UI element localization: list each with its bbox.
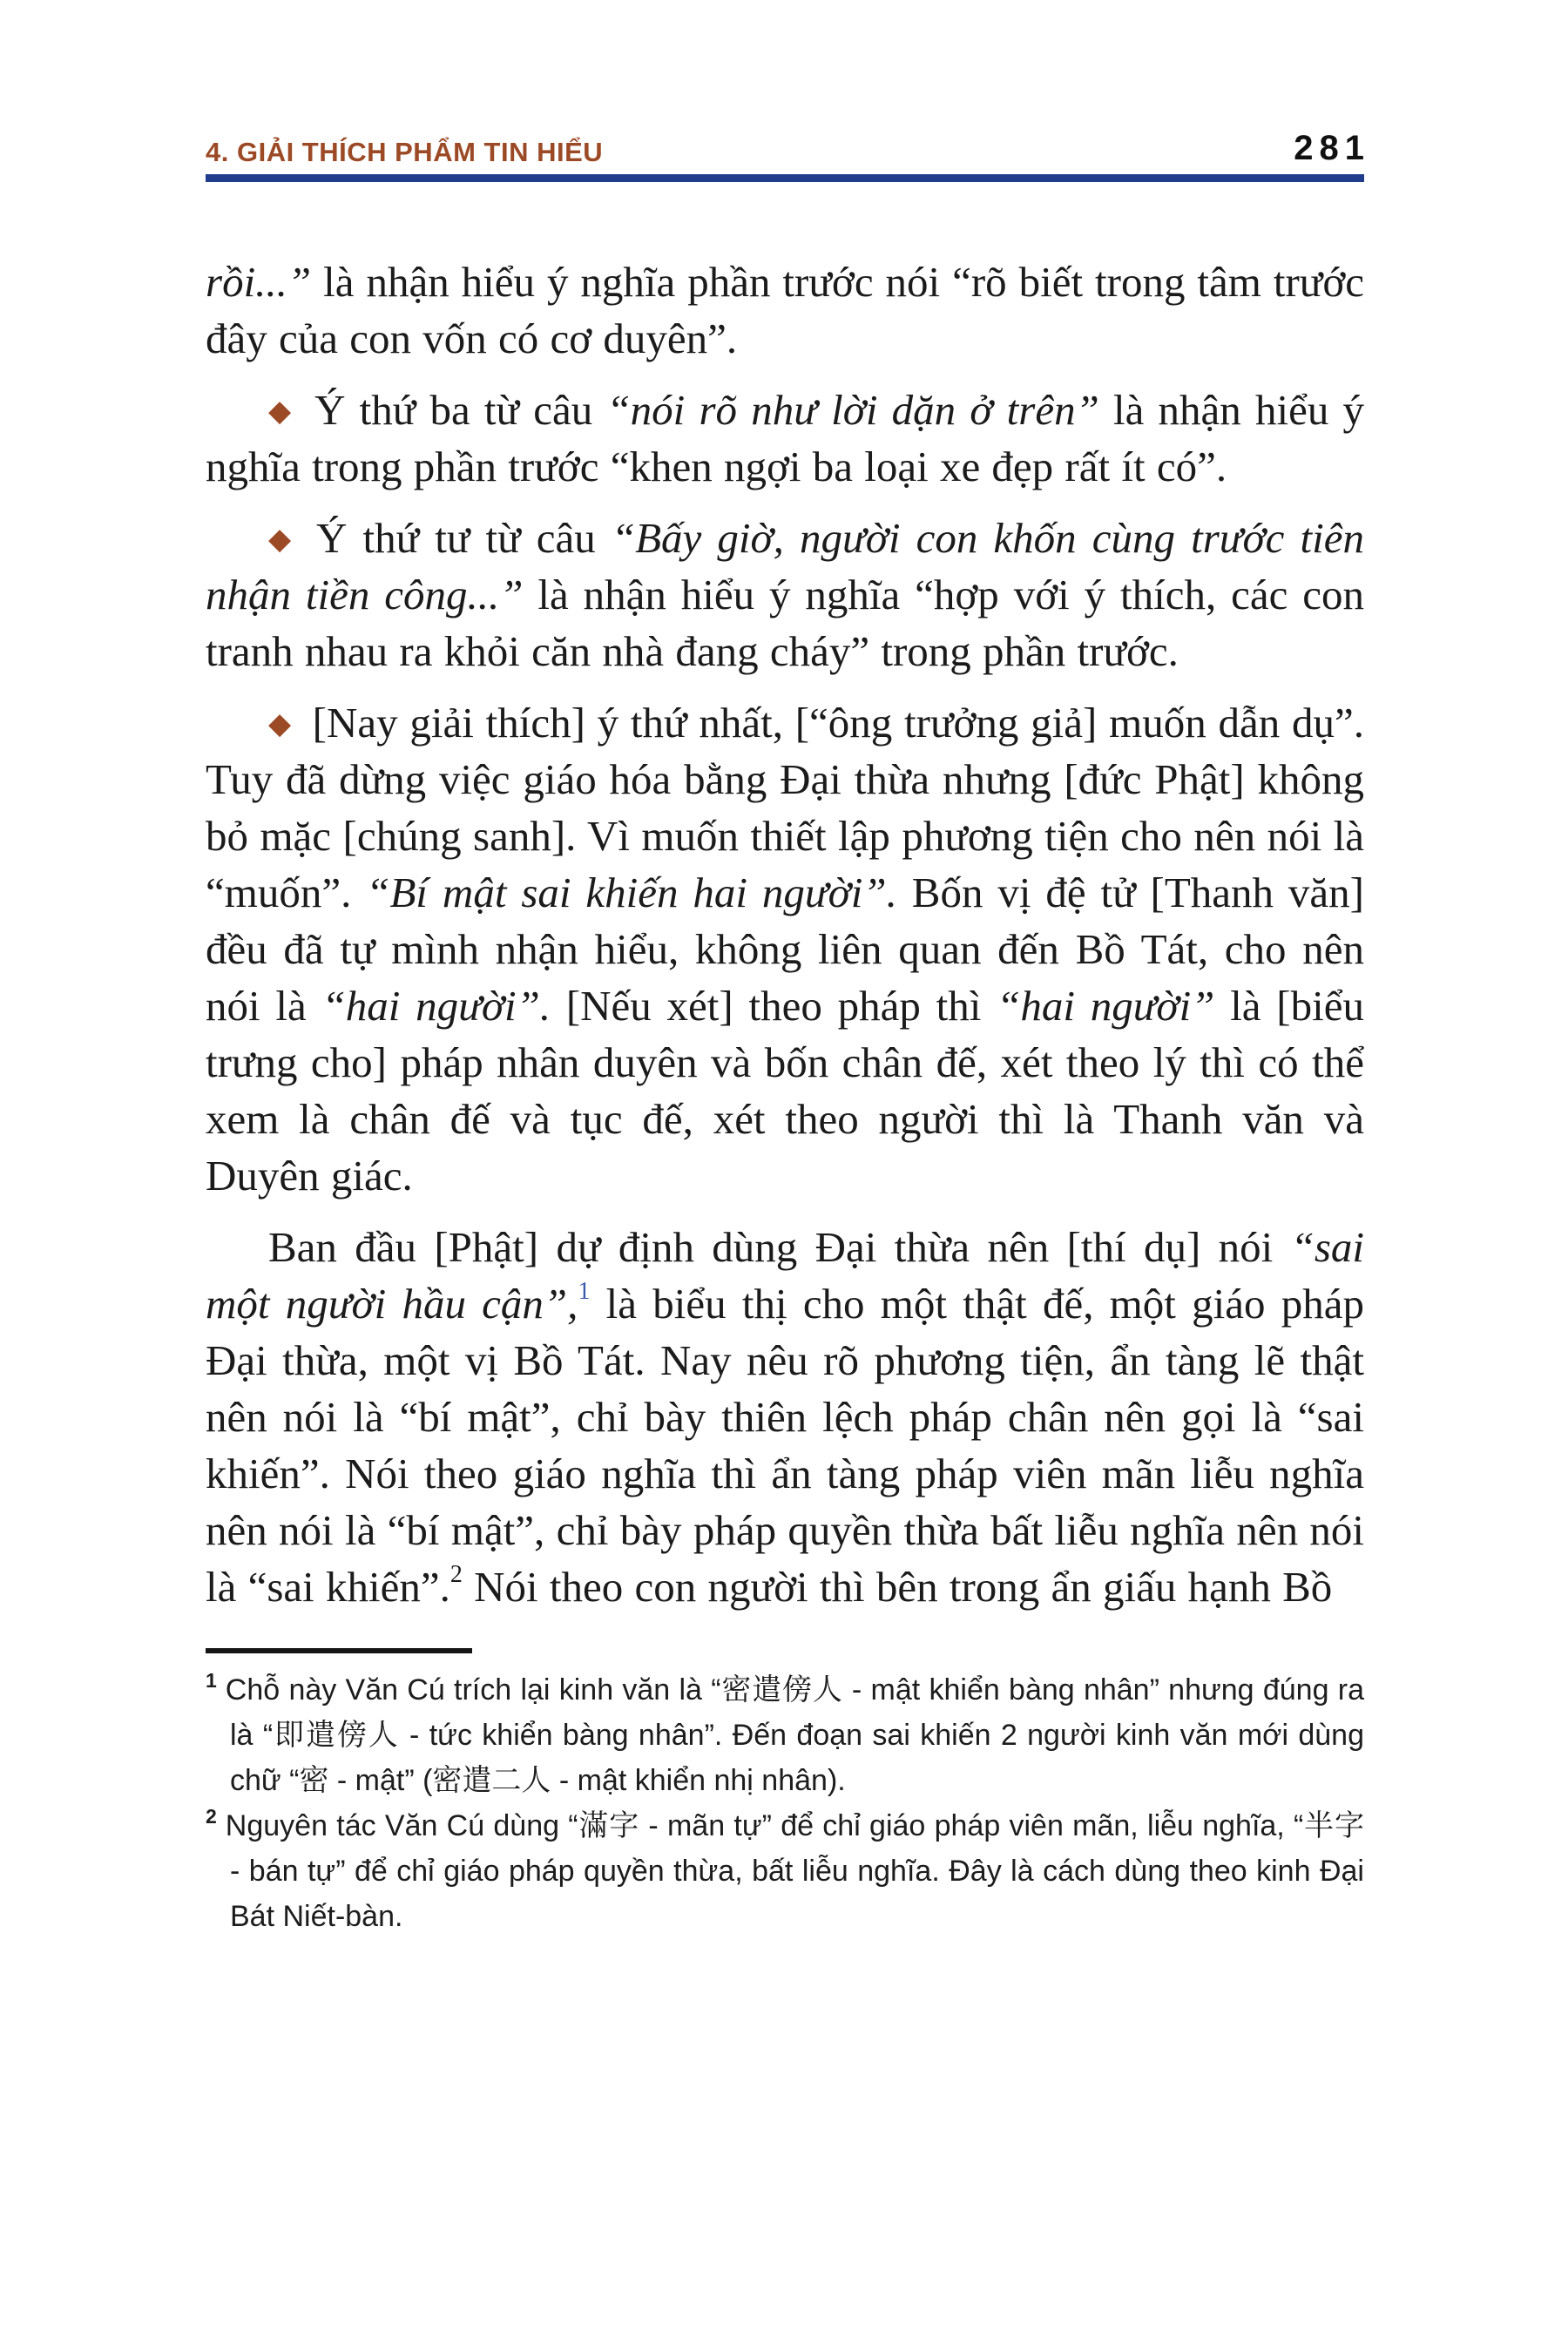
footnote-reference-1: 1	[578, 1278, 591, 1305]
body-segment: “nói rõ như lời dặn ở trên”	[606, 386, 1099, 434]
body-segment: là [biểu trưng cho] pháp nhân duyên và bốn chân đế, xét theo lý thì có thể xem là chân đế và tục đế, xét theo người thì là Thanh văn và Duyên giác.	[206, 982, 1364, 1200]
header-rule	[206, 174, 1364, 182]
paragraph-bullet	[206, 510, 1364, 679]
footnote-text: Chỗ này Văn Cú trích lại kinh văn là “密遣傍人 - mật khiển bàng nhân” nhưng đúng ra là “即遣傍人 - tức khiển bàng nhân”. Đến đoạn sai khiến 2 người kinh văn mới dùng chữ “密 - mật” (密遣二人 - mật khiển nhị nhân).	[225, 1673, 1364, 1797]
body-segment: “Bấy giờ, người con khốn cùng trước tiên nhận tiền công...”	[206, 514, 1364, 618]
footnote-separator	[206, 1648, 472, 1653]
bullet-diamond-icon: ◆	[268, 708, 292, 740]
body-segment: “hai người”	[997, 982, 1215, 1030]
chapter-heading: 4. GIẢI THÍCH PHẨM TIN HIỂU	[206, 137, 604, 167]
body-segment: Ban đầu [Phật] dự định dùng Đại thừa nên [thí dụ] nói	[268, 1223, 1291, 1271]
paragraph-continuation	[206, 253, 1364, 367]
body-segment: Ý thứ tư từ câu	[316, 514, 612, 562]
body-segment: Bốn vị đệ tử [Thanh văn] đều đã tự mình nhận hiểu, không liên quan đến Bồ Tát, cho nên nói là	[206, 868, 1364, 1030]
paragraph-indented	[206, 1219, 1364, 1615]
footnote-marker: 1	[206, 1669, 217, 1692]
body-segment: “hai người”.	[321, 982, 551, 1030]
paragraph-bullet	[206, 382, 1364, 495]
body-segment: là nhận hiểu ý nghĩa trong phần trước “khen ngợi ba loại xe đẹp rất ít có”.	[206, 386, 1364, 490]
footnote-marker: 2	[206, 1805, 217, 1828]
body-segment: là nhận hiểu ý nghĩa phần trước nói “rõ biết trong tâm trước đây của con vốn có cơ duyên”.	[206, 258, 1364, 362]
body-segment: rồi...”	[206, 258, 312, 306]
footnotes	[206, 1667, 1364, 1939]
body-segment: [Nay giải thích] ý thứ nhất, [“ông trưởng giả] muốn dẫn dụ”. Tuy đã dừng việc giáo hóa bằng Đại thừa nhưng [đức Phật] không bỏ mặc [chúng sanh]. Vì muốn thiết lập phương tiện cho nên nói là “muốn”.	[206, 699, 1364, 916]
page-number: 281	[1294, 129, 1370, 167]
footnote-reference-2: 2	[449, 1561, 463, 1588]
body-segment: Nói theo con người thì bên trong ẩn giấu hạnh Bồ	[462, 1563, 1333, 1611]
body-segment: là nhận hiểu ý nghĩa “hợp với ý thích, các con tranh nhau ra khỏi căn nhà đang cháy” trong phần trước.	[206, 571, 1364, 675]
paragraph-bullet	[206, 694, 1364, 1204]
bullet-diamond-icon: ◆	[268, 395, 294, 428]
body-segment: là biểu thị cho một thật đế, một giáo pháp Đại thừa, một vị Bồ Tát. Nay nêu rõ phương tiện, ẩn tàng lẽ thật nên nói là “bí mật”, chỉ bày thiên lệch pháp chân nên gọi là “sai khiến”. Nói theo giáo nghĩa thì ẩn tàng pháp viên mãn liễu nghĩa nên nói là “bí mật”, chỉ bày pháp quyền thừa bất liễu nghĩa nên nói là “sai khiến”.	[206, 1280, 1364, 1611]
footnote-1	[206, 1667, 1364, 1803]
footnote-2	[206, 1803, 1364, 1939]
page-content	[206, 0, 1370, 1939]
body-segment: “sai một người hầu cận”,	[206, 1223, 1364, 1328]
body-segment: “Bí mật sai khiến hai người”.	[366, 868, 897, 916]
body-text	[206, 253, 1364, 1615]
bullet-diamond-icon: ◆	[268, 524, 295, 556]
body-segment: [Nếu xét] theo pháp thì	[551, 982, 997, 1030]
page-header	[206, 0, 1370, 168]
body-segment: Ý thứ ba từ câu	[314, 386, 607, 434]
footnote-text: Nguyên tác Văn Cú dùng “滿字 - mãn tự” để chỉ giáo pháp viên mãn, liễu nghĩa, “半字 - bán tự” để chỉ giáo pháp quyền thừa, bất liễu nghĩa. Đây là cách dùng theo kinh Đại Bát Niết-bàn.	[225, 1809, 1364, 1933]
